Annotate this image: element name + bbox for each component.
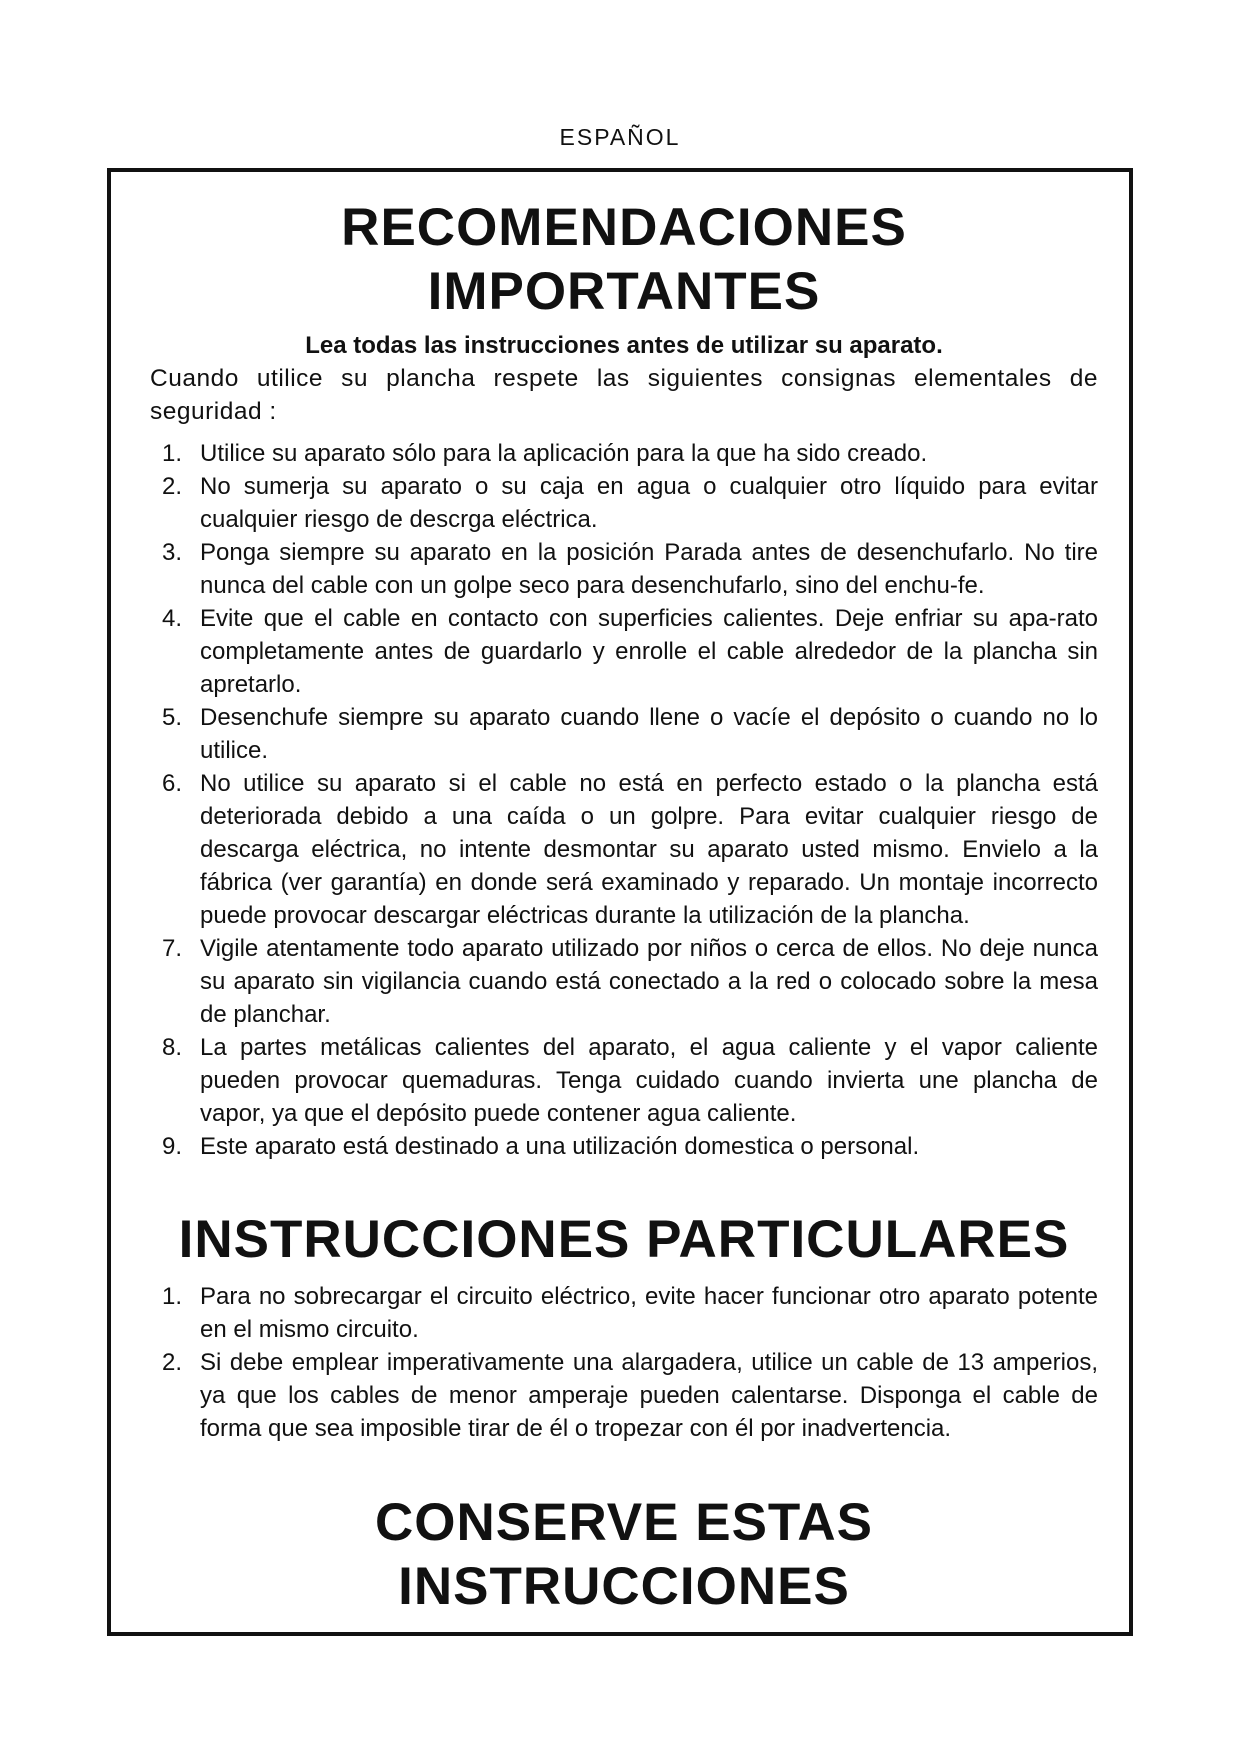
list-item	[150, 1031, 1098, 1130]
document-content	[150, 168, 1098, 1619]
list-item-number: 2.	[162, 1349, 183, 1376]
list-item	[150, 932, 1098, 1031]
list-item-text: No sumerja su aparato o su caja en agua o cualquier otro líquido para evitar cualquier riesgo de descrga eléctrica.	[200, 473, 1098, 533]
list-item-number: 1.	[162, 1283, 183, 1310]
list-item-text: Utilice su aparato sólo para la aplicación para la que ha sido creado.	[200, 440, 928, 467]
list-item-number: 2.	[162, 473, 183, 500]
list-item-text: Vigile atentamente todo aparato utilizado por niños o cerca de ellos. No deje nunca su aparato sin vigilancia cuando está conectado a la red o colocado sobre la mesa de planchar.	[200, 935, 1098, 1028]
footer-title: CONSERVE ESTAS INSTRUCCIONES	[375, 1493, 873, 1616]
list-item-text: Este aparato está destinado a una utilización domestica o personal.	[200, 1133, 920, 1160]
list-item	[150, 602, 1098, 701]
list-item-number: 1.	[162, 440, 183, 467]
list-item-number: 5.	[162, 704, 183, 731]
list-item-text: Para no sobrecargar el circuito eléctrico, evite hacer funcionar otro aparato potente en el mismo circuito.	[200, 1283, 1098, 1343]
section1-title: RECOMENDACIONES IMPORTANTES	[341, 198, 907, 321]
list-item-number: 4.	[162, 605, 183, 632]
list-item-number: 9.	[162, 1133, 183, 1160]
section1-intro: Cuando utilice su plancha respete las siguientes consignas elementales de seguridad :	[150, 365, 1098, 425]
list-item-text: No utilice su aparato si el cable no está en perfecto estado o la plancha está deteriorada debido a una caída o un golpre. Para evitar cualquier riesgo de descarga eléctrica, no intente desmontar su aparato usted mismo. Envielo a la fábrica (ver garantía) en donde será examinado y reparado. Un montaje incorrecto puede provocar descargar eléctricas durante la utilización de la plancha.	[200, 770, 1098, 929]
section1-list	[150, 437, 1098, 1163]
list-item-text: Ponga siempre su aparato en la posición Parada antes de desenchufarlo. No tire nunca del cable con un golpe seco para desenchufarlo, sino del enchu-fe.	[200, 539, 1098, 599]
list-item-number: 6.	[162, 770, 183, 797]
list-item-number: 3.	[162, 539, 183, 566]
section2-list	[150, 1280, 1098, 1445]
list-item	[150, 1346, 1098, 1445]
list-item-text: Evite que el cable en contacto con superficies calientes. Deje enfriar su apa-rato completamente antes de guardarlo y enrolle el cable alrededor de la plancha sin apretarlo.	[200, 605, 1098, 698]
list-item	[150, 470, 1098, 536]
list-item	[150, 701, 1098, 767]
list-item-number: 7.	[162, 935, 183, 962]
list-item-text: La partes metálicas calientes del aparato, el agua caliente y el vapor caliente pueden provocar quemaduras. Tenga cuidado cuando invierta une plancha de vapor, ya que el depósito puede contener agua caliente.	[200, 1034, 1098, 1127]
section2-title: INSTRUCCIONES PARTICULARES	[178, 1210, 1070, 1269]
list-item	[150, 767, 1098, 932]
list-item-text: Si debe emplear imperativamente una alargadera, utilice un cable de 13 amperios, ya que los cables de menor amperaje pueden calentarse. Disponga el cable de forma que sea imposible tirar de él o tropezar con él por inadvertencia.	[200, 1349, 1098, 1442]
list-item	[150, 536, 1098, 602]
list-item	[150, 1130, 1098, 1163]
list-item-number: 8.	[162, 1034, 183, 1061]
language-label: ESPAÑOL	[559, 124, 681, 150]
list-item-text: Desenchufe siempre su aparato cuando llene o vacíe el depósito o cuando no lo utilice.	[200, 704, 1098, 764]
list-item	[150, 1280, 1098, 1346]
list-item	[150, 437, 1098, 470]
section1-subtitle: Lea todas las instrucciones antes de utilizar su aparato.	[305, 332, 943, 359]
